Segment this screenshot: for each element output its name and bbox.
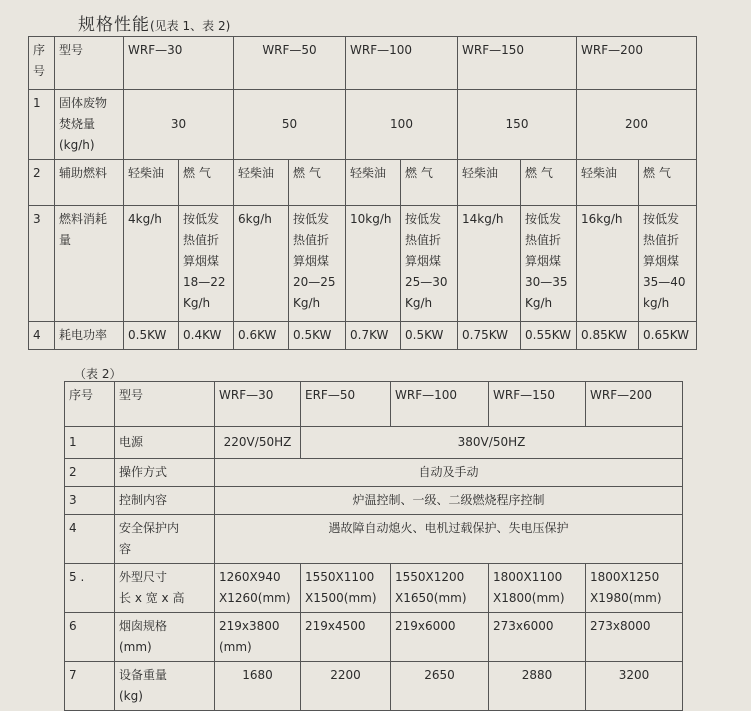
table-cell: 2200 xyxy=(301,662,391,711)
table-cell: 14kg/h xyxy=(458,206,521,322)
table-cell: 自动及手动 xyxy=(215,459,683,487)
col-header-model-name: WRF—150 xyxy=(489,382,586,427)
table-cell: 4kg/h xyxy=(124,206,179,322)
col-header-model-name: ERF—50 xyxy=(301,382,391,427)
col-header-no: 序 号 xyxy=(29,37,55,90)
row-no: 3 xyxy=(65,487,115,515)
table-cell: 0.55KW xyxy=(521,322,577,350)
row-no: 1 xyxy=(29,90,55,160)
table-cell: 0.65KW xyxy=(639,322,697,350)
row-no: 5 . xyxy=(65,564,115,613)
row-no: 7 xyxy=(65,662,115,711)
col-header-model: 型号 xyxy=(115,382,215,427)
table-row xyxy=(65,662,683,711)
col-header-model-name: WRF—150 xyxy=(458,37,577,90)
table-row xyxy=(65,487,683,515)
table-cell: 380V/50HZ xyxy=(301,427,683,459)
table-cell: 按低发 热值折 算烟煤 30—35 Kg/h xyxy=(521,206,577,322)
table-cell: 273x6000 xyxy=(489,613,586,662)
table-row xyxy=(29,90,697,160)
row-no: 4 xyxy=(29,322,55,350)
table-cell: 220V/50HZ xyxy=(215,427,301,459)
table-row xyxy=(65,459,683,487)
table-row xyxy=(65,613,683,662)
table-cell: 1550X1200 X1650(mm) xyxy=(391,564,489,613)
table-cell: 1800X1250 X1980(mm) xyxy=(586,564,683,613)
table-cell: 2650 xyxy=(391,662,489,711)
table-row xyxy=(29,160,697,206)
table-cell: 219x3800 (mm) xyxy=(215,613,301,662)
table-cell: 0.5KW xyxy=(289,322,346,350)
table-cell: 炉温控制、一级、二级燃烧程序控制 xyxy=(215,487,683,515)
table-cell: 0.7KW xyxy=(346,322,401,350)
row-label: 控制内容 xyxy=(115,487,215,515)
row-label: 外型尺寸 长 x 宽 x 高 xyxy=(115,564,215,613)
table-cell: 轻柴油 xyxy=(346,160,401,206)
table-cell: 燃 气 xyxy=(401,160,458,206)
table-cell: 0.5KW xyxy=(124,322,179,350)
spec-table-2 xyxy=(64,381,683,711)
table-cell: 1260X940 X1260(mm) xyxy=(215,564,301,613)
col-header-no: 序号 xyxy=(65,382,115,427)
table-cell: 0.6KW xyxy=(234,322,289,350)
table-cell: 0.4KW xyxy=(179,322,234,350)
row-label: 安全保护内 容 xyxy=(115,515,215,564)
col-header-model-name: WRF—200 xyxy=(586,382,683,427)
table-cell: 按低发 热值折 算烟煤 35—40 kg/h xyxy=(639,206,697,322)
col-header-model: 型号 xyxy=(55,37,124,90)
table-cell: 0.75KW xyxy=(458,322,521,350)
page-title-main: 规格性能 xyxy=(78,15,150,35)
row-label: 固体废物 焚烧量 (kg/h) xyxy=(55,90,124,160)
row-label: 辅助燃料 xyxy=(55,160,124,206)
page-title xyxy=(78,10,230,35)
col-header-model-name: WRF—100 xyxy=(391,382,489,427)
table-row xyxy=(65,564,683,613)
table-cell: 10kg/h xyxy=(346,206,401,322)
table-header-row xyxy=(29,37,697,90)
table-cell: 50 xyxy=(234,90,346,160)
table-cell: 16kg/h xyxy=(577,206,639,322)
table-cell: 轻柴油 xyxy=(234,160,289,206)
col-header-model-name: WRF—50 xyxy=(234,37,346,90)
col-header-model-name: WRF—200 xyxy=(577,37,697,90)
table-cell: 200 xyxy=(577,90,697,160)
table-cell: 100 xyxy=(346,90,458,160)
table-2-caption: （表 2） xyxy=(74,367,122,381)
table-cell: 1800X1100 X1800(mm) xyxy=(489,564,586,613)
table-cell: 0.85KW xyxy=(577,322,639,350)
table-cell: 燃 气 xyxy=(521,160,577,206)
table-header-row xyxy=(65,382,683,427)
row-no: 2 xyxy=(65,459,115,487)
row-label: 电源 xyxy=(115,427,215,459)
table-cell: 219x4500 xyxy=(301,613,391,662)
table-cell: 按低发 热值折 算烟煤 18—22 Kg/h xyxy=(179,206,234,322)
table-row xyxy=(29,206,697,322)
spec-table-1 xyxy=(28,36,697,350)
table-cell: 轻柴油 xyxy=(458,160,521,206)
table-cell: 按低发 热值折 算烟煤 20—25 Kg/h xyxy=(289,206,346,322)
row-label: 设备重量 (kg) xyxy=(115,662,215,711)
col-header-model-name: WRF—30 xyxy=(215,382,301,427)
table-row xyxy=(29,322,697,350)
col-header-model-name: WRF—30 xyxy=(124,37,234,90)
table-cell: 轻柴油 xyxy=(124,160,179,206)
table-cell: 燃 气 xyxy=(289,160,346,206)
table-cell: 219x6000 xyxy=(391,613,489,662)
table-cell: 150 xyxy=(458,90,577,160)
row-label: 燃料消耗 量 xyxy=(55,206,124,322)
row-no: 6 xyxy=(65,613,115,662)
row-label: 烟囱规格 (mm) xyxy=(115,613,215,662)
table-cell: 0.5KW xyxy=(401,322,458,350)
table-row xyxy=(65,515,683,564)
table-cell: 2880 xyxy=(489,662,586,711)
row-no: 4 xyxy=(65,515,115,564)
page-title-sub: (见表 1、表 2) xyxy=(150,19,231,33)
table-cell: 3200 xyxy=(586,662,683,711)
table-row xyxy=(65,427,683,459)
table-cell: 1550X1100 X1500(mm) xyxy=(301,564,391,613)
table-cell: 遇故障自动熄火、电机过载保护、失电压保护 xyxy=(215,515,683,564)
table-cell: 30 xyxy=(124,90,234,160)
col-header-model-name: WRF—100 xyxy=(346,37,458,90)
row-no: 2 xyxy=(29,160,55,206)
table-cell: 轻柴油 xyxy=(577,160,639,206)
row-no: 3 xyxy=(29,206,55,322)
table-cell: 6kg/h xyxy=(234,206,289,322)
table-cell: 按低发 热值折 算烟煤 25—30 Kg/h xyxy=(401,206,458,322)
row-label: 耗电功率 xyxy=(55,322,124,350)
row-label: 操作方式 xyxy=(115,459,215,487)
table-cell: 燃 气 xyxy=(179,160,234,206)
row-no: 1 xyxy=(65,427,115,459)
table-cell: 273x8000 xyxy=(586,613,683,662)
table-cell: 燃 气 xyxy=(639,160,697,206)
table-cell: 1680 xyxy=(215,662,301,711)
